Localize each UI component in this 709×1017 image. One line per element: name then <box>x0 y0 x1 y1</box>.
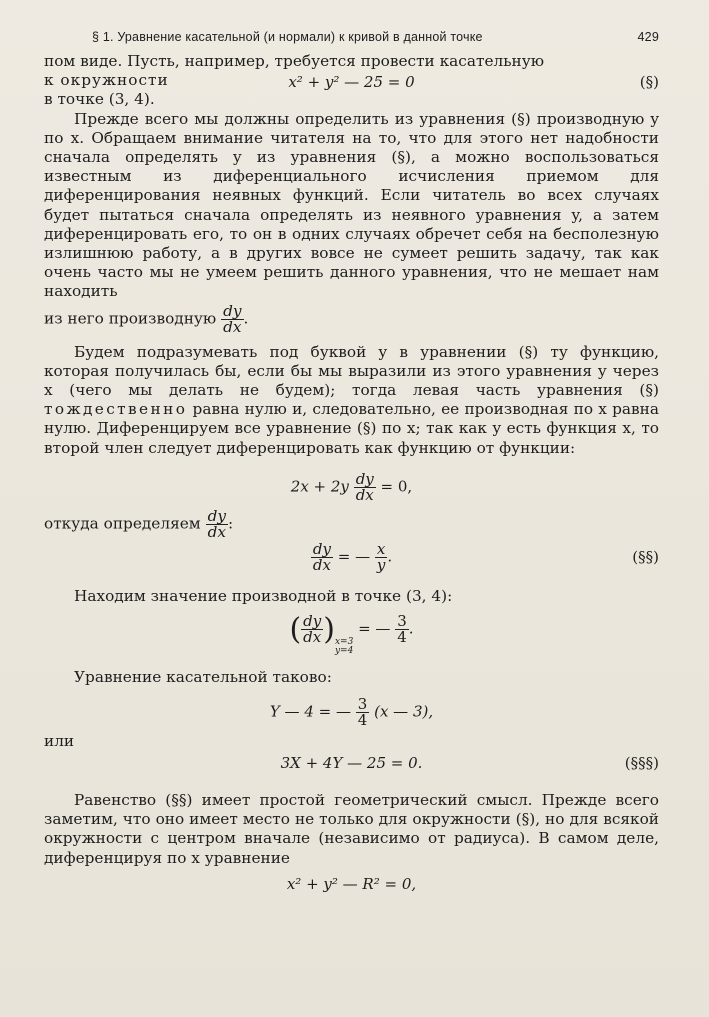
fraction-numerator: dy <box>303 612 322 631</box>
equation-slope: $\frac{dy}{dx}$ = — $\frac{x}{y}$ . (§§) <box>312 539 659 574</box>
equation-value-fraction <box>301 614 323 645</box>
left-paren: ( <box>289 612 302 648</box>
fraction-denominator: y <box>376 555 386 574</box>
equation-tangent-general <box>44 751 659 775</box>
equation-general-circle-text: x² + y² — R² = 0, <box>286 874 417 893</box>
fraction-denominator: dx <box>223 317 242 336</box>
paragraph-6: Уравнение касательной таково: <box>74 667 332 686</box>
equation-derivative-fraction <box>354 469 376 504</box>
equation-value-equals: = — <box>358 619 391 638</box>
header-title: § 1. Уравнение касательной (и нормали) к кривой в данной точке <box>92 30 483 44</box>
paragraph-4: откуда определяем $\frac{dy}{dx}$ : <box>44 506 234 541</box>
equation-circle <box>44 70 659 94</box>
equation-tangent <box>44 694 659 729</box>
equation-circle-tag: (§) <box>639 73 659 92</box>
page-number: 429 <box>637 30 659 44</box>
equation-value-at-point: ( $\frac{dy}{dx}$ ) x=3 y=4 = — $\frac{3}{4}$ . <box>289 612 414 656</box>
equation-tangent-fraction <box>356 694 370 729</box>
equation-slope-equals: = — <box>337 547 371 566</box>
fraction-numerator: dy <box>355 469 374 488</box>
equation-derivative-right: = 0, <box>380 477 413 496</box>
fraction-denominator: 4 <box>397 628 407 647</box>
running-header <box>92 30 659 44</box>
paragraph-1-line-2: к окружности <box>44 71 169 90</box>
paragraph-3-spaced-word: тождественно <box>44 400 188 419</box>
paragraph-2-tail: из него производную $\frac{dy}{dx}$ . <box>44 301 249 336</box>
fraction-numerator: dy <box>207 506 226 525</box>
fraction-denominator: dx <box>303 628 322 647</box>
paragraph-5: Находим значение производной в точке (3, 4): <box>74 586 453 605</box>
equation-tangent-left: Y — 4 = — <box>269 702 351 721</box>
equation-tangent-right: (x — 3), <box>374 702 434 721</box>
equation-derivative-left: 2x + 2y <box>290 477 349 496</box>
paragraph-2: Прежде всего мы должны определить из уравнения (§) производную y по x. Обращаем внимание читателя на то, что для этого нет надобности сначала определять y из уравнения (§), а можно воспользоваться известным из диференциального исчисления приемом для диференцирования неявных функций. Если читатель во всех случаях будет пытаться сначала определять из неявного уравнения y, а затем диференцировать его, то он в одних случаях обречет себя на бесполезную излишнюю работу, а в других вовсе не сумеет решить задачу, так как очень часто мы не умеем решить данного уравнения, что не мешает нам находить <box>44 109 659 301</box>
fraction-numerator: 3 <box>397 612 407 631</box>
paragraph-3-part-a: Будем подразумевать под буквой y в уравнении (§) ту функцию, которая получилась бы, если бы мы выразили из этого уравнения y через x (чего мы делать не будем); тогда левая часть уравнения (§) <box>44 342 659 400</box>
fraction-denominator: 4 <box>357 710 368 729</box>
fraction-denominator: dx <box>312 555 331 574</box>
equation-tangent-general-text: 3X + 4Y — 25 = 0. <box>280 753 423 772</box>
evaluation-subscripts <box>335 638 353 656</box>
equation-slope-left <box>311 539 333 574</box>
subscript-x: x=3 <box>334 636 354 647</box>
fraction-dy-dx <box>221 301 243 336</box>
fraction-denominator: dx <box>207 522 226 541</box>
fraction-numerator: dy <box>312 539 331 558</box>
fraction-denominator: dx <box>355 485 374 504</box>
equation-slope-right <box>375 539 387 574</box>
equation-derivative <box>44 469 659 504</box>
fraction-numerator: 3 <box>357 694 368 713</box>
paragraph-1-line-3: в точке (3, 4). <box>44 90 155 109</box>
equation-slope-tag: (§§) <box>632 548 659 567</box>
equation-circle-text: x² + y² — 25 = 0 <box>288 73 415 92</box>
fraction-numerator: x <box>376 539 386 558</box>
subscript-y: y=4 <box>334 645 354 656</box>
paragraph-1-line-1: пом виде. Пусть, например, требуется провести касательную <box>44 52 545 70</box>
right-paren: ) <box>323 612 335 648</box>
paragraph-3 <box>44 343 659 458</box>
paragraph-8: Равенство (§§) имеет простой геометрический смысл. Прежде всего заметим, что оно имеет место не только для окружности (§), но для всякой окружности с центром вначале (независимо от радиуса). В самом деле, диференцируя по x уравнение <box>44 790 659 867</box>
equation-value-result <box>395 614 409 645</box>
fraction-numerator: dy <box>223 301 242 320</box>
equation-tangent-general-tag: (§§§) <box>624 753 659 772</box>
paragraph-2-tail-text: из него производную <box>44 309 217 328</box>
equation-general-circle <box>44 872 659 896</box>
paragraph-3-part-b: равна нулю и, следовательно, ее производная по x равна нулю. Диференцируем все уравнение (§) по x; так как y есть функция x, то второй член следует диференцировать как функцию от функции: <box>44 400 659 457</box>
paragraph-7: или <box>44 731 75 750</box>
paragraph-4-text: откуда определяем <box>44 514 201 533</box>
fraction-dy-dx-inline <box>206 506 228 541</box>
